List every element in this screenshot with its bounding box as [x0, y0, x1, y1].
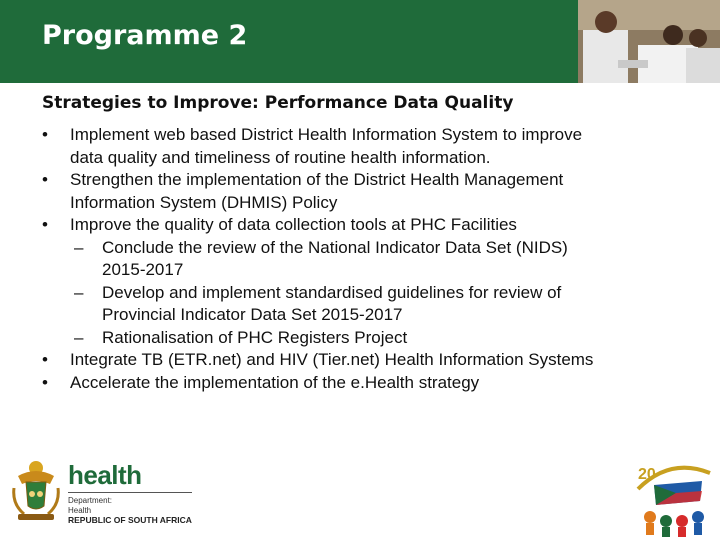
twenty-years-freedom-emblem-icon: [630, 455, 716, 542]
list-item: [42, 214, 712, 237]
bullet-marker: •: [42, 372, 48, 392]
section-subtitle: Strategies to Improve: Performance Data Quality: [42, 93, 514, 113]
bullet-list: [42, 124, 712, 394]
department-name: Health: [68, 506, 92, 515]
header-photo: [578, 0, 720, 83]
list-item-text: Accelerate the implementation of the e.Health strategy: [70, 372, 480, 392]
dash-marker: –: [74, 237, 84, 257]
bullet-marker: •: [42, 215, 48, 234]
sub-list-item-text: Conclude the review of the National Indicator Data Set (NIDS): [102, 237, 568, 257]
list-item-text: Strengthen the implementation of the District Health Management: [70, 170, 564, 189]
svg-text:20: 20: [638, 466, 656, 483]
sub-list-item: [42, 282, 712, 327]
list-item-text-continued: data quality and timeliness of routine health information.: [70, 147, 491, 167]
sub-list-item-text-continued: Provincial Indicator Data Set 2015-2017: [102, 305, 403, 324]
sub-list-item-text: Develop and implement standardised guidelines for review of: [102, 282, 562, 302]
sub-list-item: [42, 237, 712, 282]
logo-divider: [68, 492, 192, 493]
bullet-marker: •: [42, 350, 48, 369]
sub-list-item: [42, 327, 712, 350]
bullet-marker: •: [42, 170, 48, 189]
dash-marker: –: [74, 327, 84, 347]
list-item: [42, 349, 712, 372]
list-item: [42, 372, 712, 395]
list-item: [42, 124, 712, 169]
list-item-text-continued: Information System (DHMIS) Policy: [70, 192, 338, 212]
list-item: [42, 169, 712, 214]
coat-of-arms-icon: [8, 458, 64, 531]
department-label: Department:: [68, 496, 113, 505]
slide-title: Programme 2: [42, 20, 248, 51]
dash-marker: –: [74, 282, 84, 302]
list-item-text: Improve the quality of data collection tools at PHC Facilities: [70, 215, 517, 234]
country-label: REPUBLIC OF SOUTH AFRICA: [68, 515, 192, 525]
sub-list-item-text-continued: 2015-2017: [102, 260, 184, 279]
health-logo-text: health: [68, 460, 142, 490]
sub-list-item-text: Rationalisation of PHC Registers Project: [102, 327, 408, 347]
list-item-text: Integrate TB (ETR.net) and HIV (Tier.net) Health Information Systems: [70, 350, 594, 369]
bullet-marker: •: [42, 125, 48, 144]
list-item-text: Implement web based District Health Information System to improve: [70, 125, 583, 144]
